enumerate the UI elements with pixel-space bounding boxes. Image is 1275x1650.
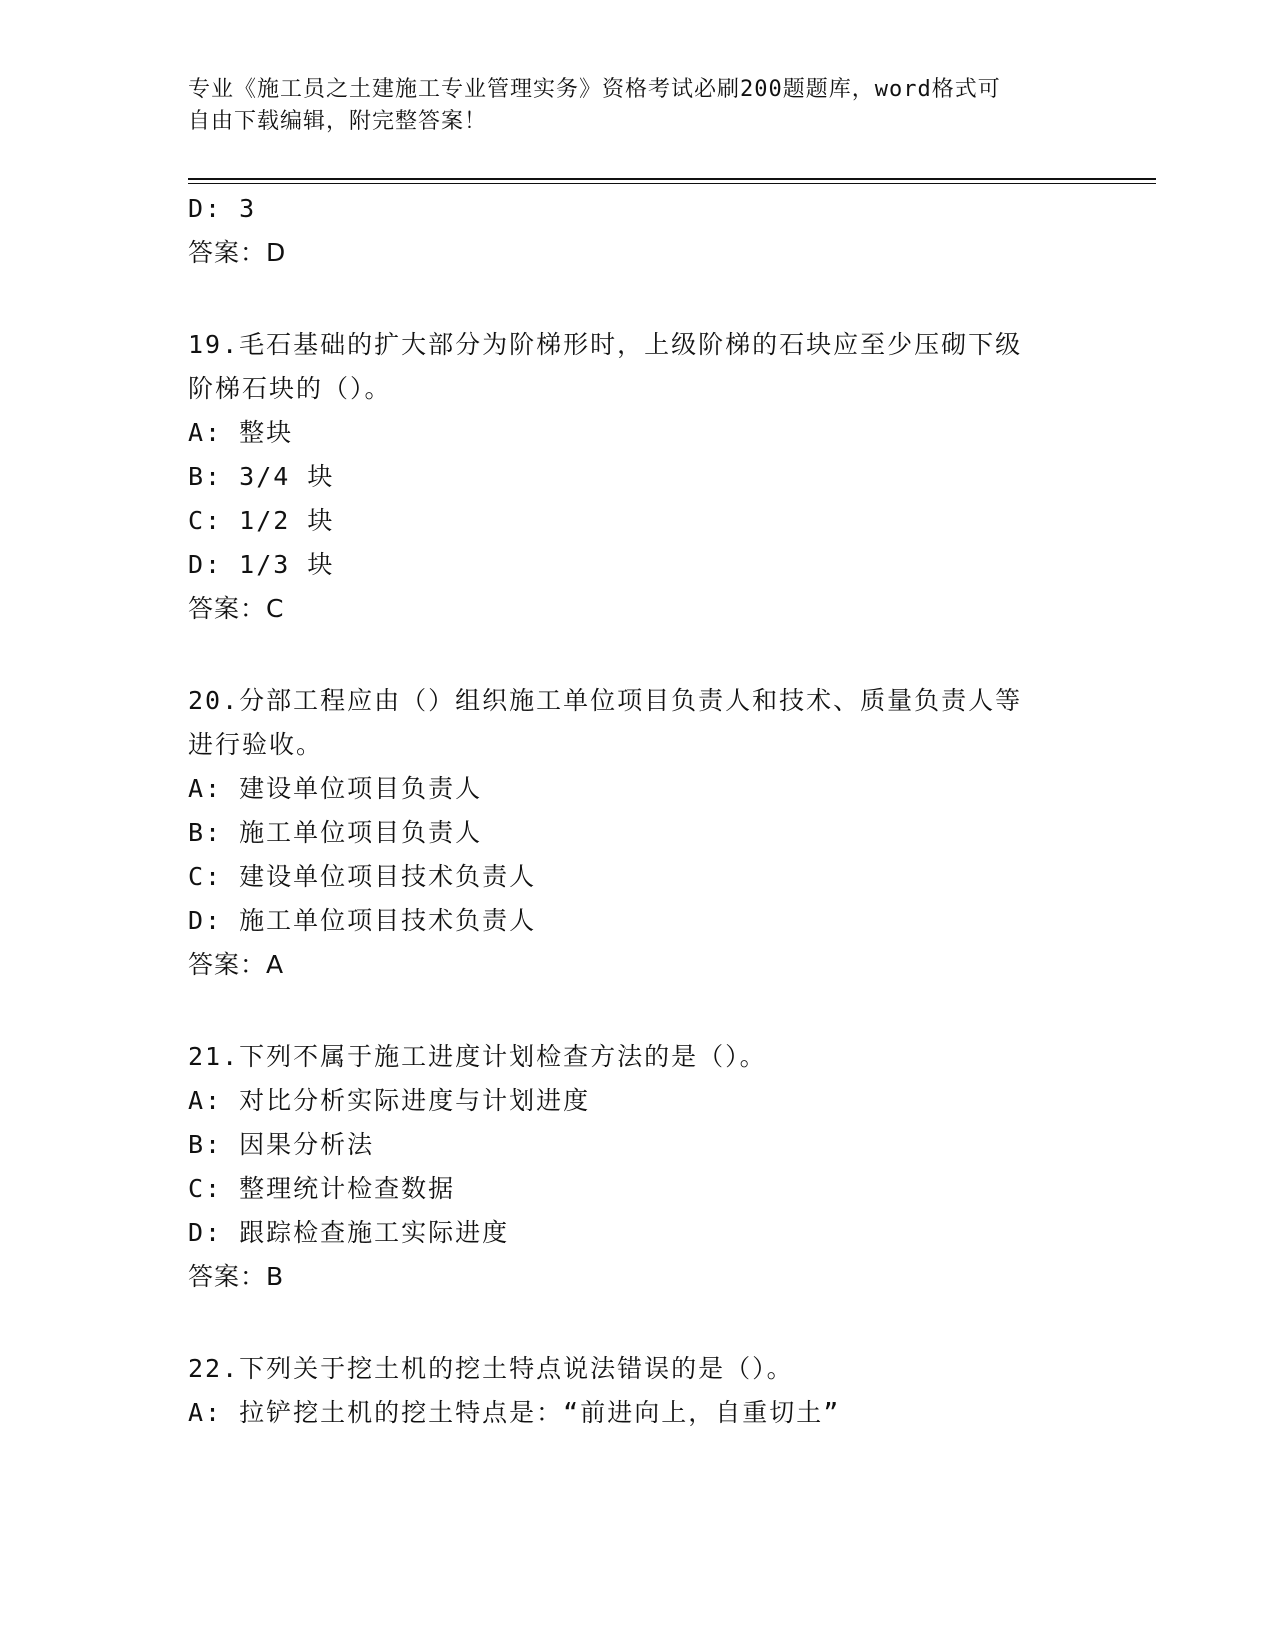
q19-option-d: D: 1/3 块 <box>188 550 335 579</box>
q20-option-d: D: 施工单位项目技术负责人 <box>188 906 537 935</box>
q21-option-d: D: 跟踪检查施工实际进度 <box>188 1218 510 1247</box>
document-header <box>188 74 1088 138</box>
q19-option-b: B: 3/4 块 <box>188 462 335 491</box>
q21-option-a: A: 对比分析实际进度与计划进度 <box>188 1086 591 1115</box>
q21-option-b: B: 因果分析法 <box>188 1130 375 1159</box>
q20-option-a: A: 建设单位项目负责人 <box>188 774 483 803</box>
q19-option-a: A: 整块 <box>188 418 294 447</box>
header-title-line-2: 自由下载编辑，附完整答案！ <box>188 109 488 134</box>
q21-answer: 答案：B <box>188 1262 285 1291</box>
header-divider-thin <box>188 183 1156 184</box>
q20-option-b: B: 施工单位项目负责人 <box>188 818 483 847</box>
header-title-line-1: 专业《施工员之土建施工专业管理实务》资格考试必刷200题题库，word格式可 <box>188 77 1001 102</box>
prev-answer: 答案：D <box>188 238 287 267</box>
q21-option-c: C: 整理统计检查数据 <box>188 1174 456 1203</box>
q19-stem-line-2: 阶梯石块的（）。 <box>188 374 392 403</box>
q21-stem-line-1: 21.下列不属于施工进度计划检查方法的是（）。 <box>188 1042 767 1071</box>
q19-answer: 答案：C <box>188 594 285 623</box>
q20-answer: 答案：A <box>188 950 285 979</box>
q20-stem-line-2: 进行验收。 <box>188 730 324 759</box>
q22-option-a: A: 拉铲挖土机的挖土特点是：“前进向上，自重切土” <box>188 1398 841 1427</box>
q20-option-c: C: 建设单位项目技术负责人 <box>188 862 537 891</box>
prev-option-d: D: 3 <box>188 194 257 223</box>
header-divider-thick <box>188 178 1156 180</box>
q20-stem-line-1: 20.分部工程应由（）组织施工单位项目负责人和技术、质量负责人等 <box>188 686 1023 715</box>
q22-stem-line-1: 22.下列关于挖土机的挖土特点说法错误的是（）。 <box>188 1354 794 1383</box>
q19-option-c: C: 1/2 块 <box>188 506 335 535</box>
q19-stem-line-1: 19.毛石基础的扩大部分为阶梯形时，上级阶梯的石块应至少压砌下级 <box>188 330 1023 359</box>
